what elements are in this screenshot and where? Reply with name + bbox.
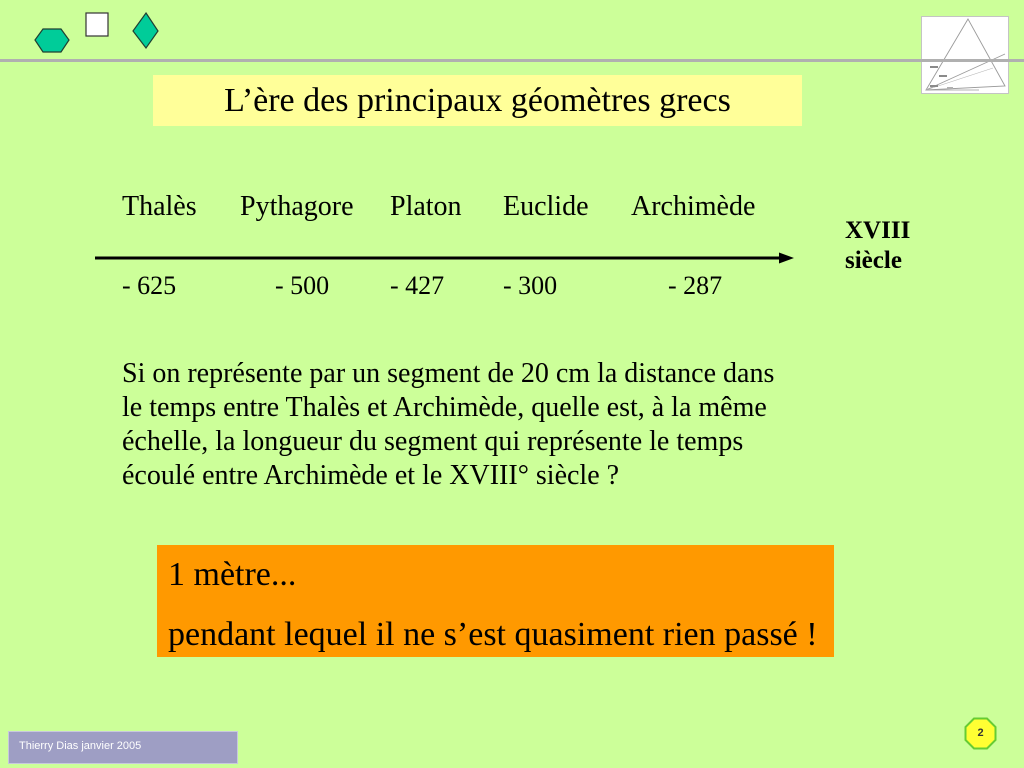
timeline-name-euclide: Euclide	[503, 191, 589, 222]
page-title: L’ère des principaux géomètres grecs	[224, 81, 731, 119]
timeline-name-platon: Platon	[390, 191, 462, 222]
end-label-century: XVIII	[845, 217, 911, 244]
timeline-date-pythagore: - 500	[275, 271, 330, 300]
question-line: échelle, la longueur du segment qui représente le temps	[122, 426, 744, 457]
question-paragraph	[122, 357, 774, 493]
timeline-date-euclide: - 300	[503, 271, 558, 300]
triangle-diagram-icon	[921, 16, 1009, 94]
square-icon[interactable]	[84, 11, 111, 39]
page-number: 2	[977, 727, 984, 739]
timeline-name-archimede: Archimède	[631, 191, 756, 222]
timeline-date-thales: - 625	[122, 271, 177, 300]
footer-author-date: Thierry Dias janvier 2005	[19, 740, 142, 752]
timeline-name-thales: Thalès	[122, 191, 197, 222]
footer-box	[8, 731, 238, 764]
timeline-name-pythagore: Pythagore	[240, 191, 354, 222]
question-line: écoulé entre Archimède et le XVIII° siècle ?	[122, 460, 620, 491]
page-number-badge	[964, 717, 997, 750]
arrow-icon	[0, 248, 800, 268]
timeline-end-label	[845, 216, 910, 276]
answer-comment: pendant lequel il ne s’est quasiment rien passé !	[168, 616, 818, 653]
question-line: le temps entre Thalès et Archimède, quelle est, à la même	[122, 392, 767, 423]
header-divider	[0, 59, 1024, 62]
end-label-word: siècle	[845, 247, 902, 274]
hexagon-icon[interactable]	[33, 26, 71, 55]
question-line: Si on représente par un segment de 20 cm la distance dans	[122, 358, 775, 389]
diamond-icon[interactable]	[131, 11, 161, 51]
timeline-date-platon: - 427	[390, 271, 445, 300]
timeline-date-archimede: - 287	[668, 271, 723, 300]
answer-value: 1 mètre...	[168, 556, 297, 593]
answer-box	[157, 545, 834, 657]
title-box	[153, 75, 802, 126]
